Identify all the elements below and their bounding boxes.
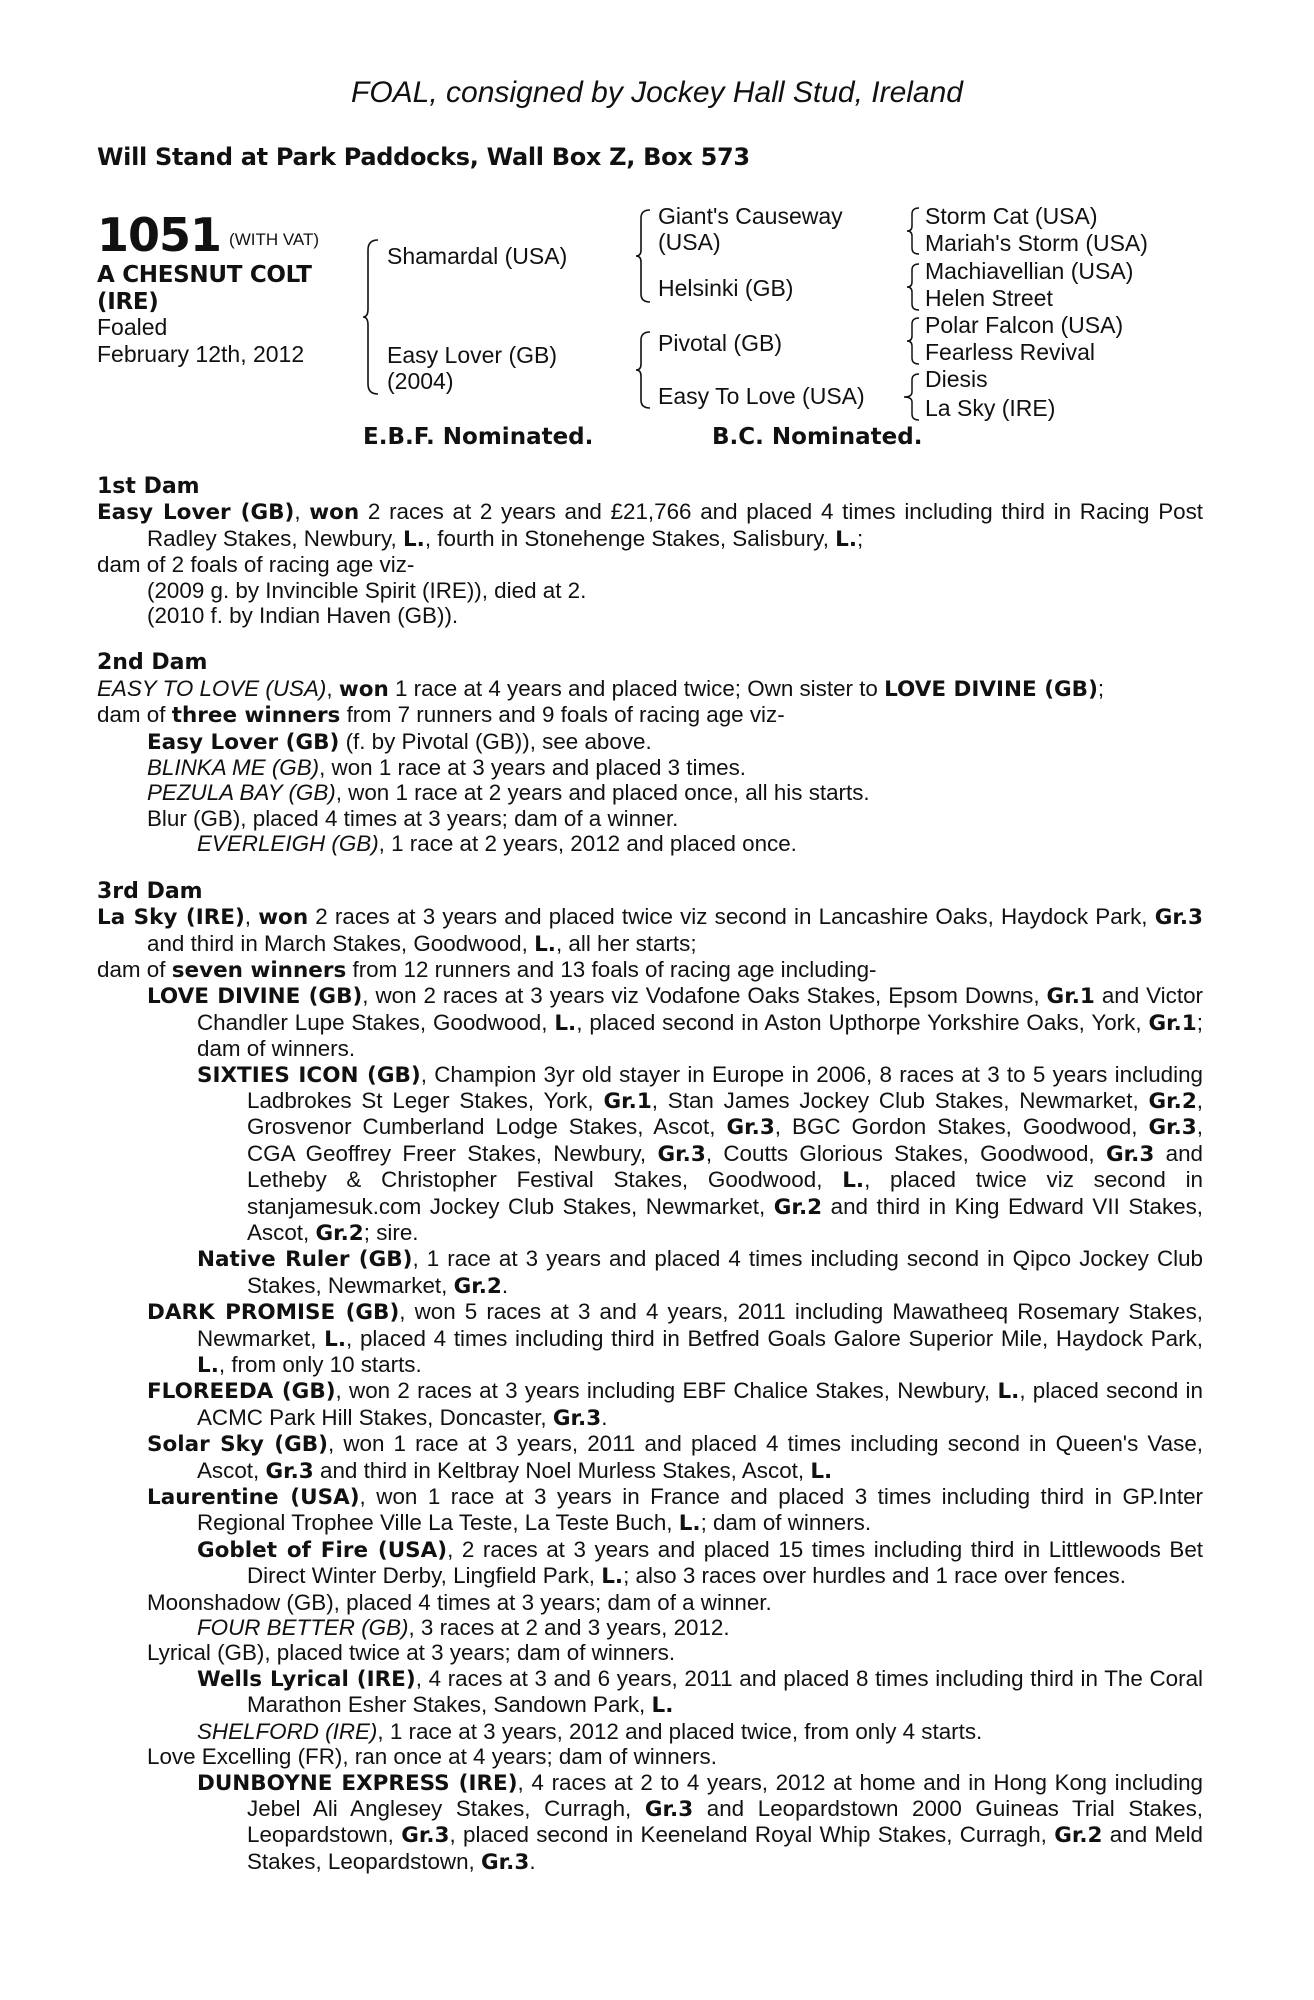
ped-dss: Polar Falcon (USA) — [925, 312, 1124, 338]
ped-dam-name: Easy Lover (GB) — [387, 342, 557, 368]
progeny-laurentine: Laurentine (USA), won 1 race at 3 years in France and placed 3 times including third in GP.Inter Regional Trophee Ville La Teste, La Teste Buch, L.; dam of winners. — [147, 1484, 1204, 1537]
progeny-four-better: FOUR BETTER (GB), 3 races at 2 and 3 years, 2012. — [197, 1615, 730, 1641]
stand-location: Will Stand at Park Paddocks, Wall Box Z, Box 573 — [97, 143, 750, 171]
pedigree-brace-ds — [906, 316, 922, 366]
dam-records — [97, 474, 1203, 1875]
first-dam-record: Easy Lover (GB), won 2 races at 2 years and £21,766 and placed 4 times including third in Racing Post Radley Stakes, Newbury, L., fourth in Stonehenge Stakes, Salisbury, L.; — [97, 499, 1204, 552]
first-dam-foals: dam of 2 foals of racing age viz- — [97, 552, 415, 578]
ped-dsd: Fearless Revival — [925, 339, 1095, 365]
ped-dam-dam: Easy To Love (USA) — [658, 383, 865, 409]
third-dam-foals: dam of seven winners from 12 runners and 13 foals of racing age including- — [97, 956, 877, 983]
progeny-everleigh: EVERLEIGH (GB), 1 race at 2 years, 2012 and placed once. — [197, 831, 797, 857]
foaled-value: February 12th, 2012 — [97, 341, 305, 367]
ped-dam-sire: Pivotal (GB) — [658, 330, 782, 356]
ped-dam-year: (2004) — [387, 368, 454, 394]
pedigree-brace-sd — [906, 262, 922, 312]
pedigree-brace-ss — [906, 206, 922, 256]
ped-sdd: Helen Street — [925, 285, 1053, 311]
ped-ss-country: (USA) — [658, 229, 721, 255]
progeny-native-ruler: Native Ruler (GB), 1 race at 3 years and placed 4 times including second in Qipco Jockey Club Stakes, Newmarket, Gr.2. — [197, 1246, 1203, 1299]
foaled-label: Foaled — [97, 314, 168, 340]
ped-ssd: Mariah's Storm (USA) — [925, 230, 1148, 256]
vat-note: (WITH VAT) — [229, 230, 320, 249]
page-title: FOAL, consigned by Jockey Hall Stud, Ireland — [351, 76, 963, 109]
ped-dam — [387, 342, 557, 394]
progeny-love-excelling: Love Excelling (FR), ran once at 4 years; dam of winners. — [147, 1744, 717, 1770]
lot-desc-line2: (IRE) — [97, 289, 159, 315]
progeny-love-divine: LOVE DIVINE (GB), won 2 races at 3 years viz Vodafone Oaks Stakes, Epsom Downs, Gr.1 and Victor Chandler Lupe Stakes, Goodwood, L., placed second in Aston Upthorpe Yorkshire Oaks, York, Gr.1; dam of winners. — [147, 983, 1203, 1062]
first-dam-foal-2010: (2010 f. by Indian Haven (GB)). — [147, 603, 459, 629]
second-dam-record: EASY TO LOVE (USA), won 1 race at 4 years and placed twice; Own sister to LOVE DIVINE (GB); — [97, 675, 1105, 702]
ped-ss-name: Giant's Causeway — [658, 203, 843, 229]
ped-sire-sire — [658, 203, 843, 255]
lot-description — [97, 262, 312, 316]
progeny-goblet-of-fire: Goblet of Fire (USA), 2 races at 3 years and placed 15 times including third in Littlewoods Bet Direct Winter Derby, Lingfield Park, L.; also 3 races over hurdles and 1 race over fences. — [197, 1536, 1203, 1590]
pedigree-brace-dam — [635, 330, 653, 410]
lot-number: 1051 — [97, 208, 222, 262]
ped-ddd: La Sky (IRE) — [925, 395, 1056, 421]
ped-sire-dam: Helsinki (GB) — [658, 275, 794, 301]
progeny-shelford: SHELFORD (IRE), 1 race at 3 years, 2012 and placed twice, from only 4 starts. — [197, 1718, 983, 1744]
pedigree-brace-dd — [902, 372, 922, 422]
foaled-date — [97, 314, 304, 368]
first-dam-heading: 1st Dam — [97, 474, 200, 499]
progeny-dunboyne-express: DUNBOYNE EXPRESS (IRE), 4 races at 2 to 4 years, 2012 at home and in Hong Kong including Jebel Ali Anglesey Stakes, Curragh, Gr.3 and Leopardstown 2000 Guineas Trial Stakes, Leopardstown, Gr.3, placed second in Keeneland Royal Whip Stakes, Curragh, Gr.2 and Meld Stakes, Leopardstown, Gr.3. — [197, 1769, 1203, 1875]
pedigree-brace-sire — [635, 208, 653, 304]
pedigree-brace-gen1 — [362, 238, 382, 396]
progeny-dark-promise: DARK PROMISE (GB), won 5 races at 3 and 4 years, 2011 including Mawatheeq Rosemary Stakes, Newmarket, L., placed 4 times including third in Betfred Goals Galore Superior Mile, Haydock Park, L., from only 10 starts. — [147, 1299, 1203, 1378]
progeny-solar-sky: Solar Sky (GB), won 1 race at 3 years, 2011 and placed 4 times including second in Queen's Vase, Ascot, Gr.3 and third in Keltbray Noel Murless Stakes, Ascot, L. — [147, 1431, 1203, 1484]
ped-sire: Shamardal (USA) — [387, 243, 568, 269]
progeny-blinka-me: BLINKA ME (GB), won 1 race at 3 years and placed 3 times. — [147, 755, 747, 781]
progeny-pezula-bay: PEZULA BAY (GB), won 1 race at 2 years and placed once, all his starts. — [147, 780, 870, 806]
progeny-blur: Blur (GB), placed 4 times at 3 years; dam of a winner. — [147, 805, 679, 831]
ebf-nominated: E.B.F. Nominated. — [363, 424, 594, 450]
progeny-wells-lyrical: Wells Lyrical (IRE), 4 races at 3 and 6 years, 2011 and placed 8 times including third in The Coral Marathon Esher Stakes, Sandown Park, L. — [197, 1665, 1203, 1719]
progeny-floreeda: FLOREEDA (GB), won 2 races at 3 years including EBF Chalice Stakes, Newbury, L., placed second in ACMC Park Hill Stakes, Doncaster, Gr.3. — [147, 1378, 1203, 1431]
lot-number-block — [97, 208, 319, 262]
progeny-sixties-icon: SIXTIES ICON (GB), Champion 3yr old stayer in Europe in 2006, 8 races at 3 to 5 years including Ladbrokes St Leger Stakes, York, Gr.1, Stan James Jockey Club Stakes, Newmarket, Gr.2, Grosvenor Cumberland Lodge Stakes, Ascot, Gr.3, BGC Gordon Stakes, Goodwood, Gr.3, CGA Geoffrey Freer Stakes, Newbury, Gr.3, Coutts Glorious Stakes, Goodwood, Gr.3 and Letheby & Christopher Festival Stakes, Goodwood, L., placed twice viz second in stanjamesuk.com Jockey Club Stakes, Newmarket, Gr.2 and third in King Edward VII Stakes, Ascot, Gr.2; sire. — [197, 1061, 1204, 1246]
ped-dds: Diesis — [925, 366, 988, 392]
ped-sds: Machiavellian (USA) — [925, 258, 1134, 284]
ped-sss: Storm Cat (USA) — [925, 203, 1098, 229]
first-dam-foal-2009: (2009 g. by Invincible Spirit (IRE)), died at 2. — [147, 577, 587, 603]
progeny-moonshadow: Moonshadow (GB), placed 4 times at 3 years; dam of a winner. — [147, 1589, 772, 1615]
lot-desc-line1: A CHESNUT COLT — [97, 262, 312, 288]
bc-nominated: B.C. Nominated. — [712, 424, 923, 450]
progeny-easy-lover: Easy Lover (GB) (f. by Pivotal (GB)), see above. — [147, 728, 652, 755]
third-dam-heading: 3rd Dam — [97, 878, 203, 904]
progeny-lyrical: Lyrical (GB), placed twice at 3 years; dam of winners. — [147, 1640, 676, 1666]
second-dam-heading: 2nd Dam — [97, 650, 208, 676]
third-dam-record: La Sky (IRE), won 2 races at 3 years and placed twice viz second in Lancashire Oaks, Haydock Park, Gr.3 and third in March Stakes, Goodwood, L., all her starts; — [97, 904, 1204, 957]
second-dam-foals: dam of three winners from 7 runners and 9 foals of racing age viz- — [97, 702, 785, 729]
